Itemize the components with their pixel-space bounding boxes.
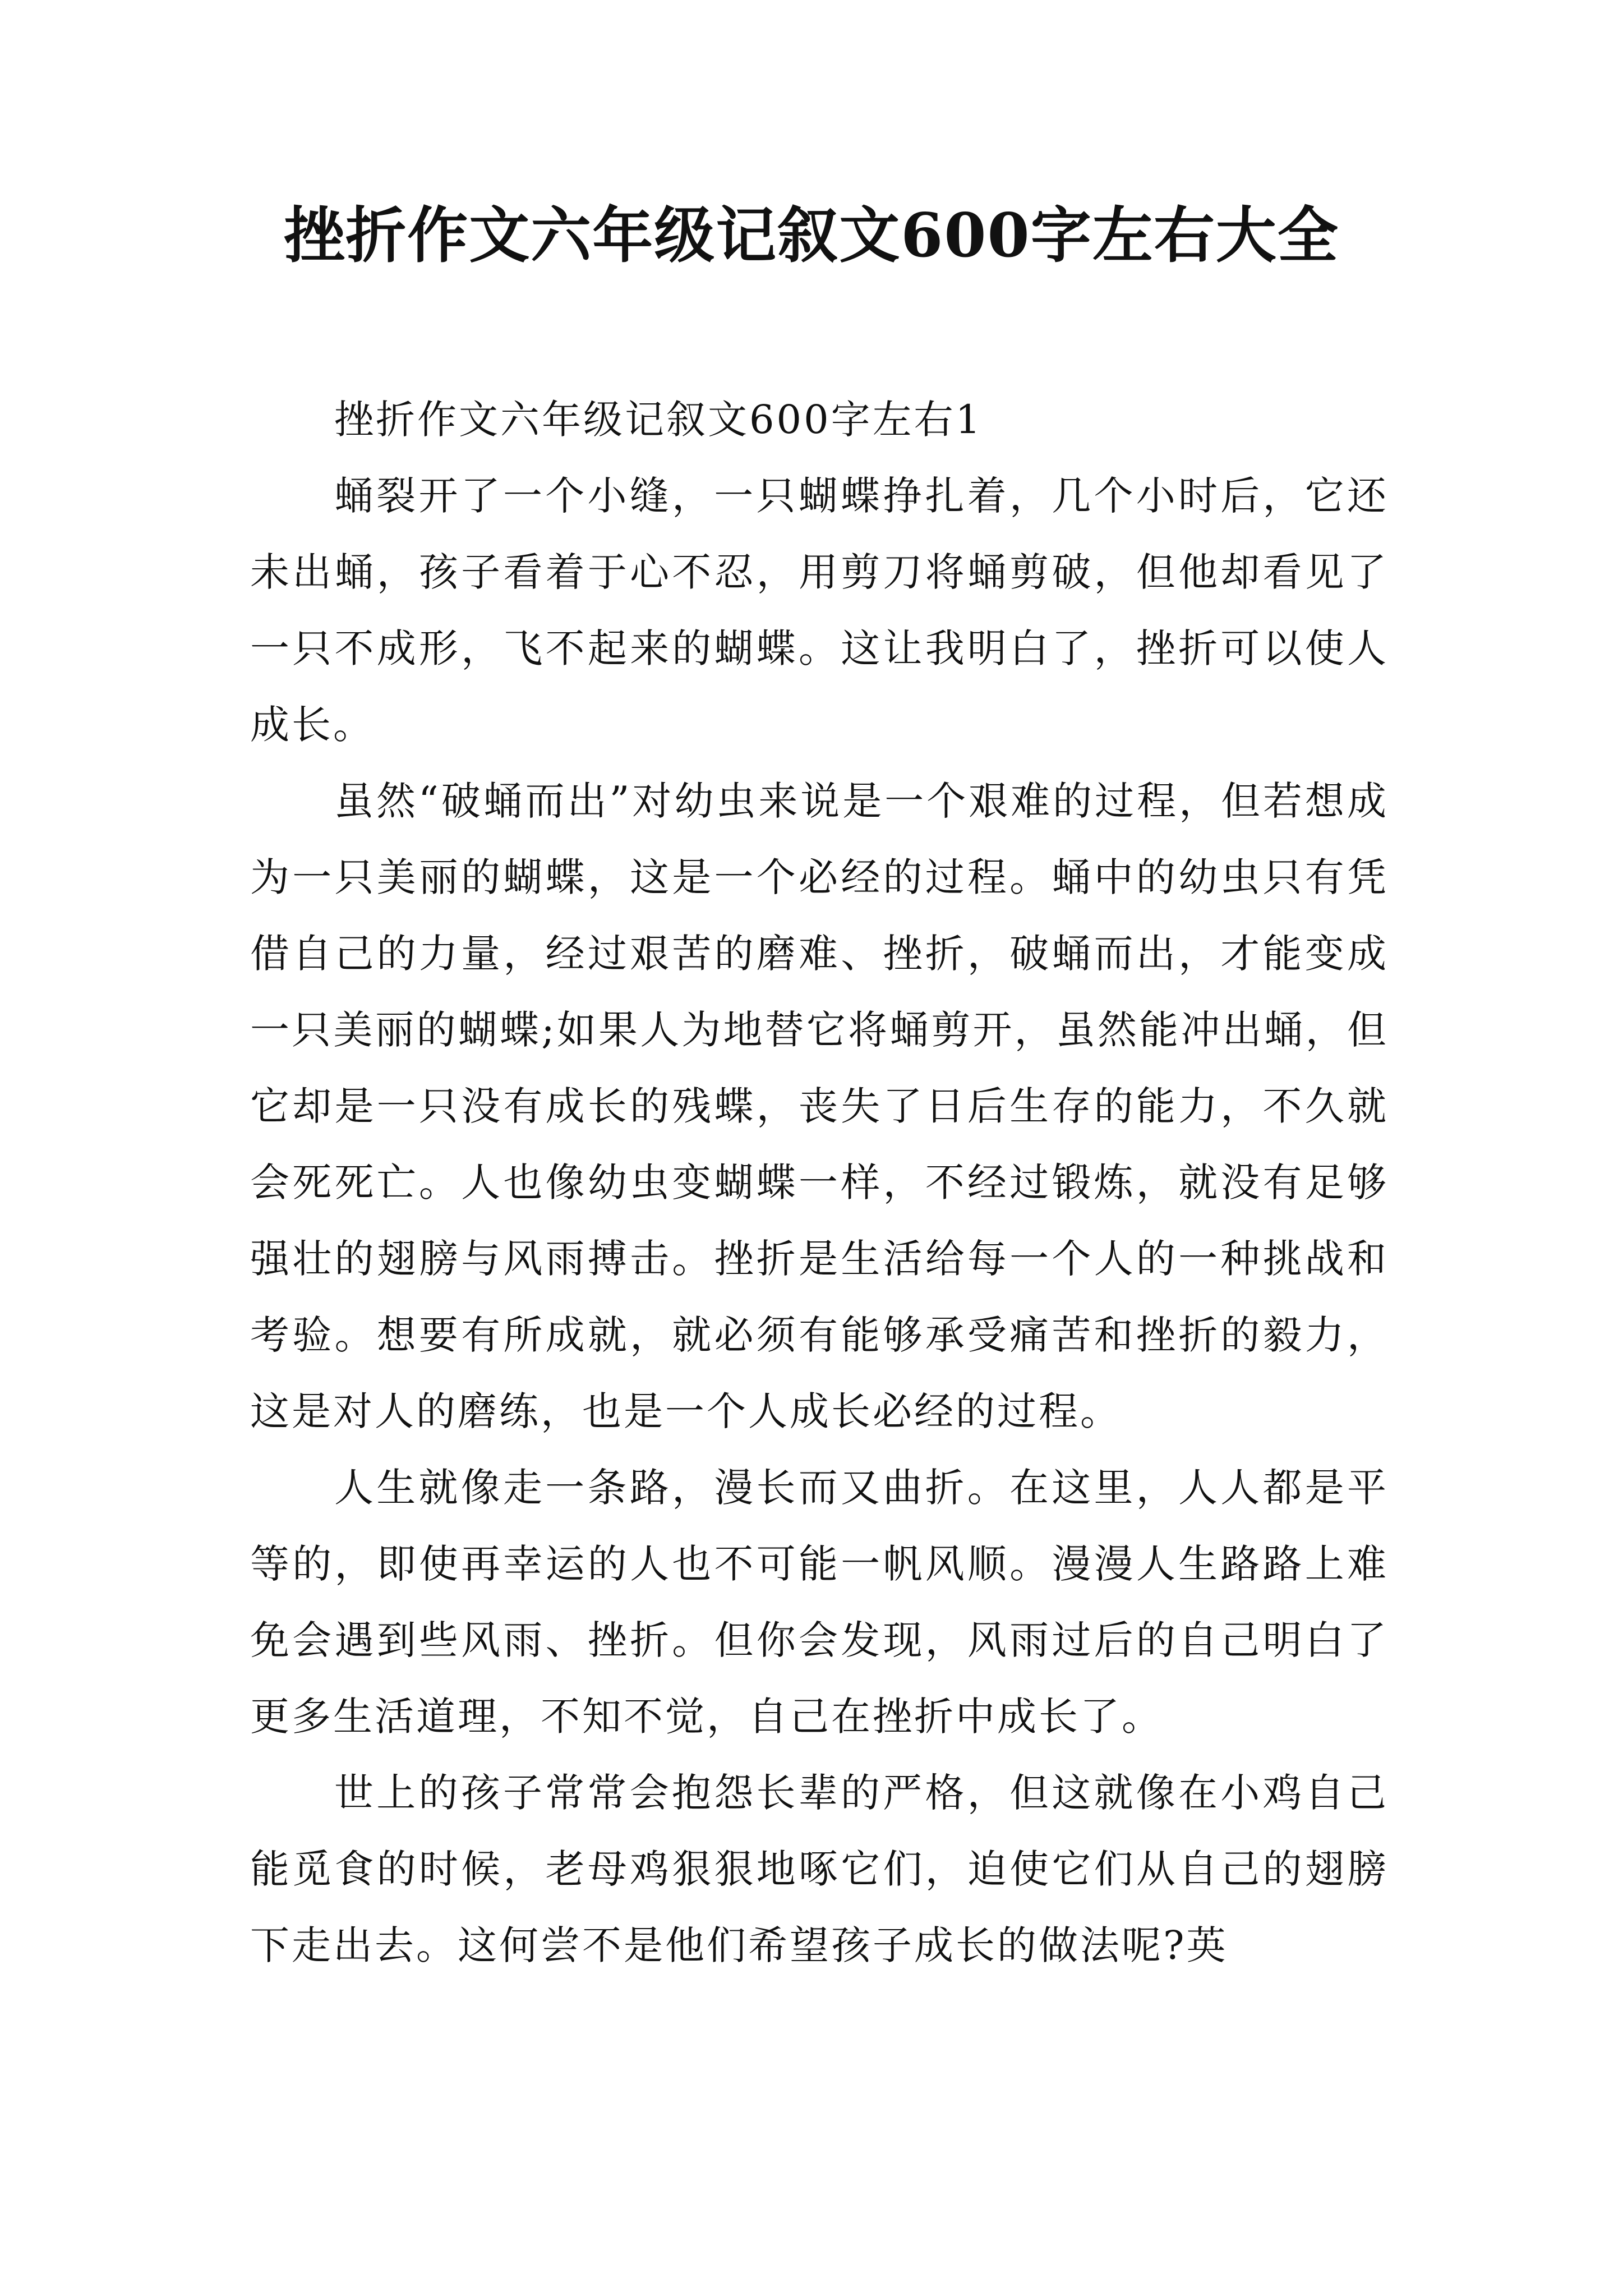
document-body — [250, 381, 1389, 1984]
paragraph-2: 虽然“破蛹而出”对幼虫来说是一个艰难的过程，但若想成为一只美丽的蝴蝶，这是一个必经的过程。蛹中的幼虫只有凭借自己的力量，经过艰苦的磨难、挫折，破蛹而出，才能变成一只美丽的蝴蝶;如果人为地替它将蛹剪开，虽然能冲出蛹，但它却是一只没有成长的残蝶，丧失了日后生存的能力，不久就会死死亡。人也像幼虫变蝴蝶一样，不经过锻炼，就没有足够强壮的翅膀与风雨搏击。挫折是生活给每一个人的一种挑战和考验。想要有所成就，就必须有能够承受痛苦和挫折的毅力，这是对人的磨练，也是一个人成长必经的过程。 — [250, 778, 1389, 1434]
paragraph-1: 蛹裂开了一个小缝，一只蝴蝶挣扎着，几个小时后，它还未出蛹，孩子看着于心不忍，用剪刀将蛹剪破，但他却看见了一只不成形，飞不起来的蝴蝶。这让我明白了，挫折可以使人成长。 — [250, 473, 1389, 748]
document-title: 挫折作文六年级记叙文600字左右大全 — [284, 200, 1339, 271]
paragraph-3: 人生就像走一条路，漫长而又曲折。在这里，人人都是平等的，即使再幸运的人也不可能一帆风顺。漫漫人生路路上难免会遇到些风雨、挫折。但你会发现，风雨过后的自己明白了更多生活道理，不知不觉，自己在挫折中成长了。 — [250, 1465, 1389, 1740]
paragraph-4: 世上的孩子常常会抱怨长辈的严格，但这就像在小鸡自己能觅食的时候，老母鸡狠狠地啄它们，迫使它们从自己的翅膀下走出去。这何尝不是他们希望孩子成长的做法呢?英 — [250, 1770, 1389, 1968]
section-heading: 挫折作文六年级记叙文600字左右1 — [334, 397, 983, 443]
